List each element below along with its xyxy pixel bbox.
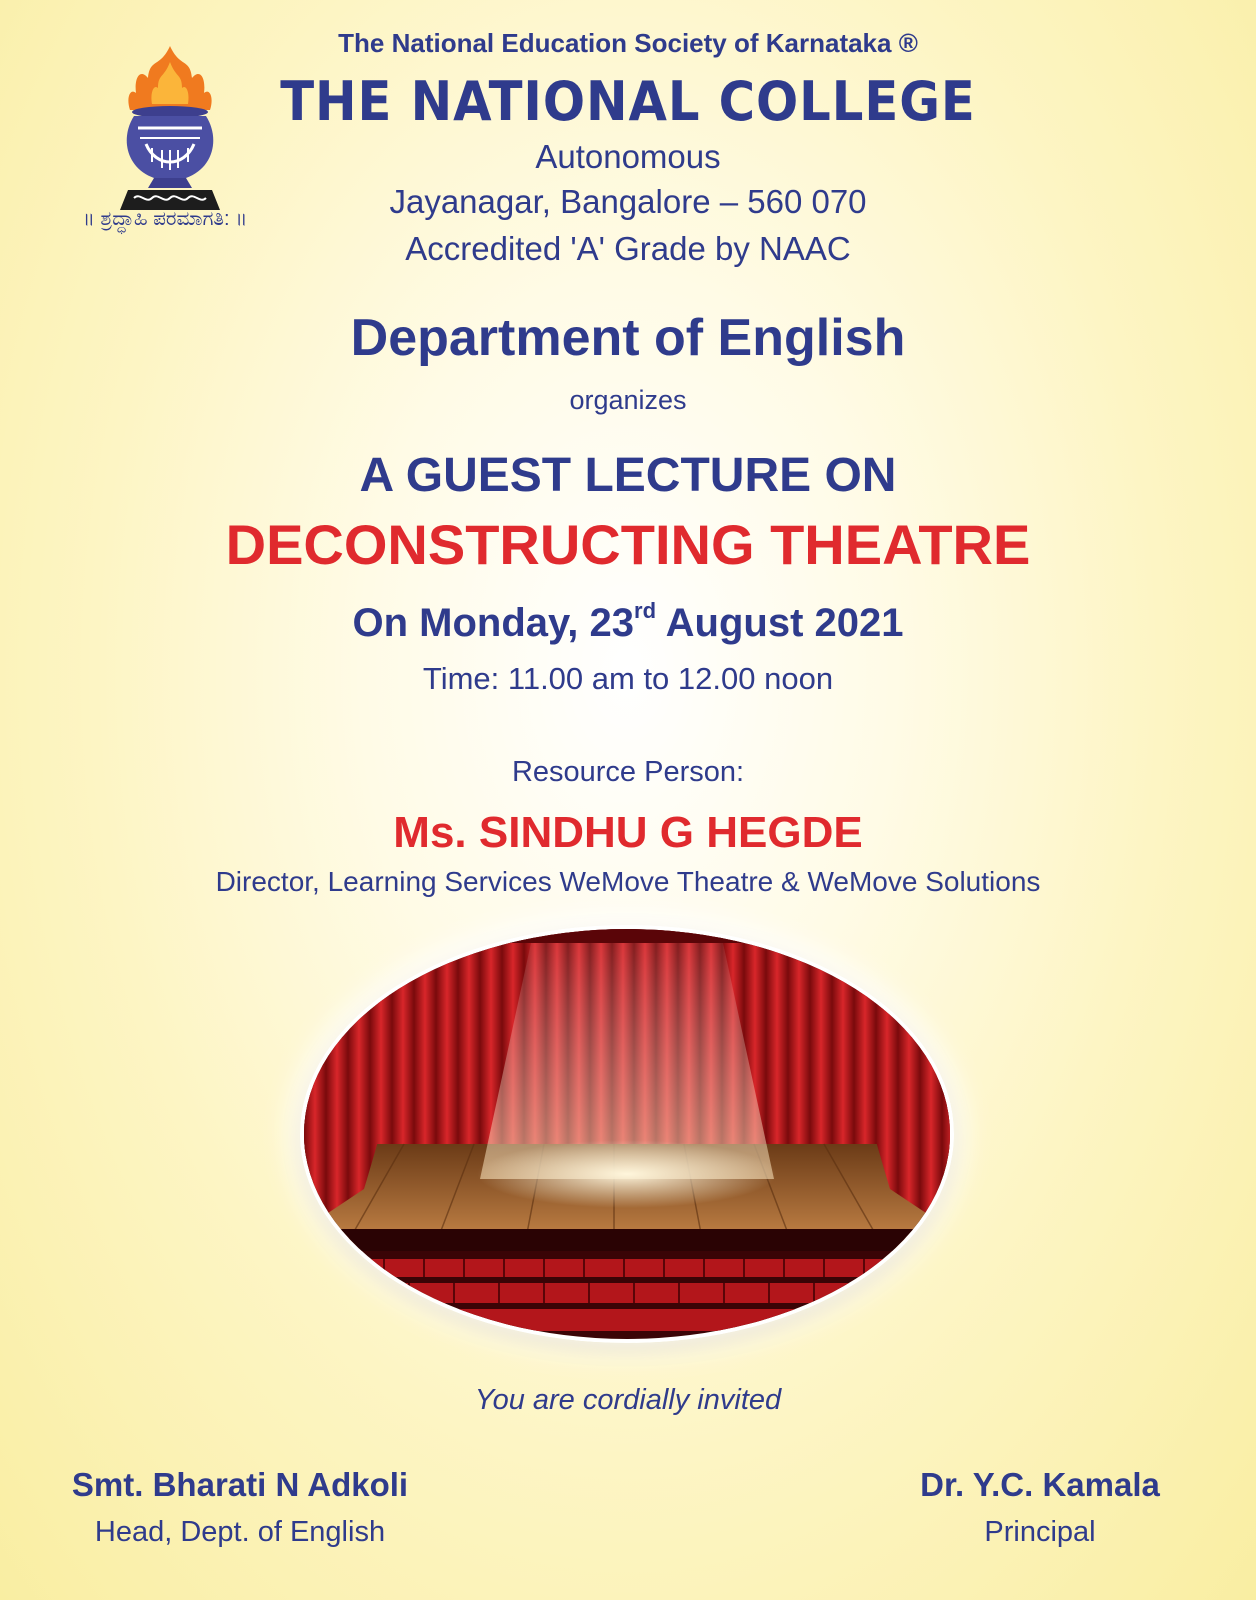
department-title: Department of English — [350, 309, 906, 367]
lecture-title: DECONSTRUCTING THEATRE — [225, 513, 1031, 576]
college-address: Jayanagar, Bangalore – 560 070 — [389, 183, 867, 220]
society-name: The National Education Society of Karnataka ® — [338, 28, 918, 58]
theatre-stage-image — [300, 925, 954, 1343]
date-ordinal: rd — [634, 598, 657, 623]
head-of-department-title: Head, Dept. of English — [94, 1516, 386, 1548]
resource-person-label: Resource Person: — [511, 756, 745, 788]
organizes-label: organizes — [569, 385, 687, 415]
event-date — [0, 598, 1256, 646]
theatre-stage-icon — [304, 929, 950, 1339]
principal-title: Principal — [984, 1516, 1096, 1548]
autonomous-label: Autonomous — [535, 138, 721, 175]
date-prefix: On Monday, 23 — [352, 601, 635, 645]
head-of-department-name: Smt. Bharati N Adkoli — [71, 1466, 409, 1503]
invitation-text: You are cordially invited — [474, 1384, 782, 1416]
college-motto: ॥ ಶ್ರದ್ಧಾಹಿ ಪರಮಾಗತಿ: ॥ — [82, 208, 248, 230]
date-suffix: August 2021 — [656, 601, 904, 645]
college-name: THE NATIONAL COLLEGE — [280, 70, 976, 133]
lecture-heading: A GUEST LECTURE ON — [359, 449, 897, 502]
accreditation-text: Accredited 'A' Grade by NAAC — [405, 230, 851, 267]
event-time: Time: 11.00 am to 12.00 noon — [422, 661, 834, 696]
resource-person-name: Ms. SINDHU G HEGDE — [393, 808, 863, 857]
resource-person-role: Director, Learning Services WeMove Theatre & WeMove Solutions — [215, 866, 1041, 897]
principal-name: Dr. Y.C. Kamala — [920, 1466, 1160, 1503]
